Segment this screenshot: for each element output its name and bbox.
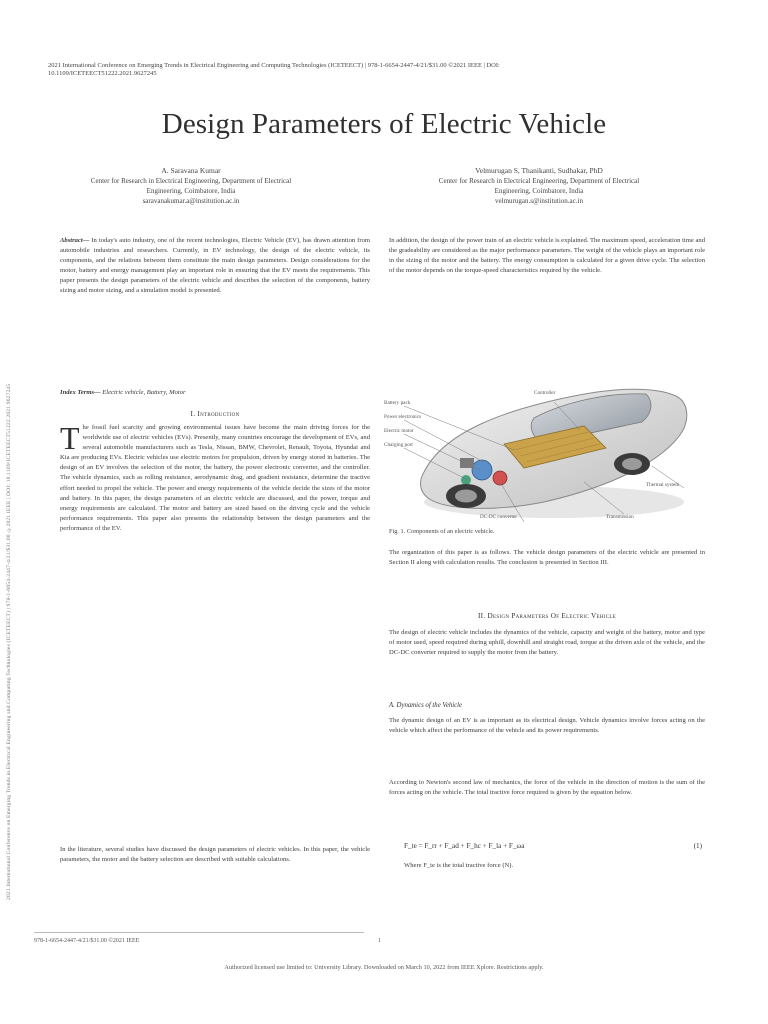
callout-label: Electric motor: [384, 428, 414, 434]
index-terms: [60, 388, 370, 398]
author-name: Velmurugan S, Thanikanti, Sudhakar, PhD: [475, 166, 603, 175]
author-block-2: [374, 166, 704, 206]
right-paragraph-2: The organization of this paper is as follows. The vehicle design parameters of the electric vehicle are presented in Section II along with calculation results. The conclusion is presented in Section III.: [389, 549, 705, 567]
callout-label: Battery pack: [384, 400, 411, 406]
author-block-1: [26, 166, 356, 206]
footer-copyright: 978-1-6654-2447-4/21/$31.00 ©2021 IEEE: [34, 938, 140, 944]
equation-1: [404, 842, 704, 856]
abstract-lead: Abstract—: [60, 237, 90, 244]
ev-figure: [384, 362, 702, 526]
paper-title: Design Parameters of Electric Vehicle: [161, 108, 607, 140]
subsection-heading: A. Dynamics of the Vehicle: [389, 702, 463, 709]
author-affiliation: Center for Research in Electrical Engineering, Department of Electrical: [90, 177, 292, 185]
equation-number: (1): [693, 842, 702, 850]
author-location: Engineering, Coimbatore, India: [146, 187, 236, 195]
right-paragraph-3: The design of electric vehicle includes the dynamics of the vehicle, capacity and weight of the battery, motor and type of motor used, speed required during uphill, downhill and straight road, torque at the driven axle of the vehicle, and the DC-DC converter required to supply the motor from the battery.: [389, 629, 705, 657]
callout-label: Power electronics: [384, 414, 422, 420]
author-email: velmurugan.s@institution.ac.in: [495, 197, 583, 205]
callout-label: DC-DC converter: [480, 514, 518, 520]
right-paragraph-1: In addition, the design of the power train of an electric vehicle is explained. The maximum speed, acceleration time and the gradeability are considered as the major performance parameters. The weight of the vehicle plays an important role in the sizing of the motor and the battery. The energy consumption is calculated for a given drive cycle. The selection of the motor depends on the torque-speed characteristics required by the vehicle.: [389, 237, 705, 275]
section-heading-introduction: I. Introduction: [190, 410, 240, 418]
drop-cap: T: [60, 423, 80, 456]
callout-label: Controller: [534, 390, 556, 396]
author-location: Engineering, Coimbatore, India: [494, 187, 584, 195]
author-name: A. Saravana Kumar: [161, 166, 221, 175]
abstract-text: In today's auto industry, one of the recent technologies, Electric Vehicle (EV), has drawn attention from automobile industries and researchers. Currently, in EV technology, the design of the electric vehicle, its components, and the relations between them constitute the main design parameters. Design considerations for the motor, battery and energy management play an important role in ensuring that the EV meets the requirements. This paper presents the design parameters of the electric vehicle and describes the selection of the components, battery sizing and motor sizing, and a simulation model is presented.: [60, 237, 371, 295]
introduction-paragraph: [60, 423, 370, 841]
index-terms-text: Electric vehicle, Battery, Motor: [102, 389, 186, 396]
author-email: saravanakumar.a@institution.ac.in: [142, 197, 240, 205]
index-terms-lead: Index Terms—: [60, 389, 101, 396]
equation-text: F_te = F_rr + F_ad + F_hc + F_la + F_ωa: [404, 842, 525, 850]
section-heading-design: II. Design Parameters Of Electric Vehicle: [477, 612, 617, 620]
intro-text: he fossil fuel scarcity and growing environmental issues have become the main driving forces for the worldwide use of electric vehicles (EVs). Presently, many countries encourage the development of EVs, and several automobile manufacturers such as Tesla, Nissan, BMW, Chevrolet, Renault, Toyota, Hyundai and Kia are producing EVs. Electric vehicles use electric motors for propulsion, driven by energy stored in batteries. The design of an EV involves the selection of the motor, the battery, the power electronic converter, and the controller. The vehicle dynamics, such as rolling resistance, aerodynamic drag, and gradient resistance, determine the tractive effort needed to propel the vehicle. The power and energy requirements of the vehicle decide the sizes of the motor and battery. In this paper, the design parameters of an electric vehicle are discussed, and the power, torque and energy requirements are calculated. The motor and battery are sized based on the driving cycle and the vehicle performance requirements. This paper also presents the relationship between the design parameters and the performance of the EV.: [60, 424, 370, 532]
introduction-paragraph-2: In the literature, several studies have discussed the design parameters of electric vehicles. In this paper, the vehicle parameters, the motor and the battery selection are described with suitable calculations.: [60, 846, 370, 864]
right-paragraph-4: The dynamic design of an EV is as important as its electrical design. Vehicle dynamics involve forces acting on the vehicle which affect the performance of the vehicle and its power requirements.: [389, 717, 705, 735]
callout-label: Thermal system: [646, 482, 680, 488]
side-doi-stamp: 2021 International Conference on Emerging Trends in Electrical Engineering and Computing Technologies (ICETEECT) | 978-1-6654-2447-4/21/$31.00 ©2021 IEEE | DOI: 10.1109/ICETEECT51222.2021.9627245: [6, 383, 12, 900]
callout-label: Charging port: [384, 442, 413, 448]
footer-rule: [34, 932, 364, 933]
page-number: 1: [378, 938, 381, 944]
figure-caption: Fig. 1. Components of an electric vehicle.: [389, 528, 495, 535]
equation-where: Where F_te is the total tractive force (N).: [404, 862, 514, 869]
author-affiliation: Center for Research in Electrical Engineering, Department of Electrical: [438, 177, 640, 185]
license-notice: Authorized licensed use limited to: University Library. Downloaded on March 10, 2022 from IEEE Xplore. Restrictions apply.: [224, 964, 544, 971]
conference-header: 2021 International Conference on Emerging Trends in Electrical Engineering and Computing Technologies (ICETEECT) | 978-1-6654-2447-4/21/$31.00 ©2021 IEEE | DOI: 10.1109/ICETEECT51222.2021.9627245: [48, 62, 500, 77]
callout-label: Transmission: [606, 514, 634, 520]
right-paragraph-5: According to Newton's second law of mechanics, the force of the vehicle in the direction of motion is the sum of the forces acting on the vehicle. The total tractive force required is given by the equation below.: [389, 779, 705, 797]
ev-car-illustration: [384, 362, 702, 526]
abstract: [60, 236, 370, 297]
